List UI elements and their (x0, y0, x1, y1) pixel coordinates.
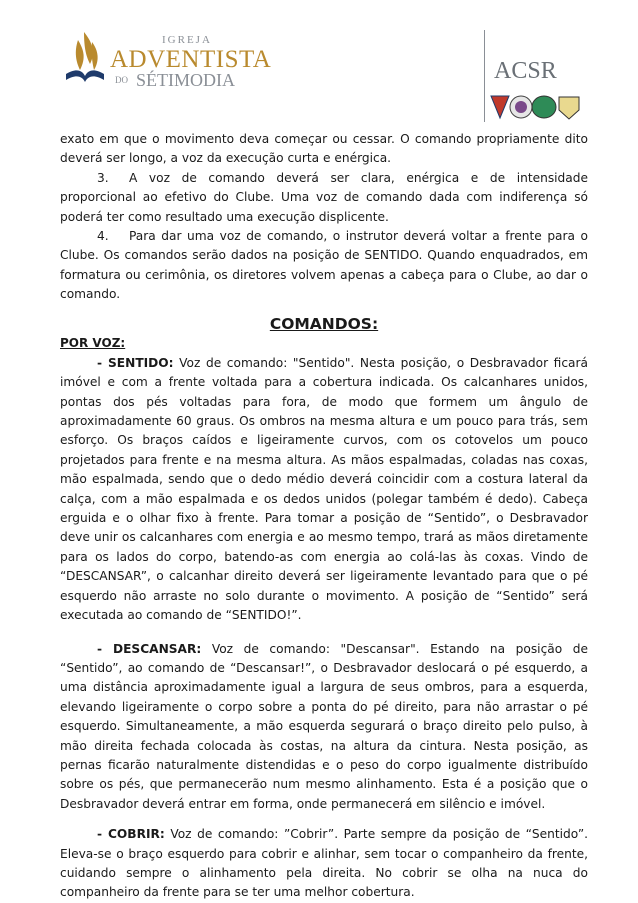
page-header (0, 0, 638, 125)
logo-igreja: IGREJA (162, 34, 212, 46)
item-4-text: Para dar uma voz de comando, o instrutor deverá voltar a frente para o Clube. Os comandos serão dados na posição de SENTIDO. Quando enquadrados, em formatura ou cerimônia, os diretores volvem apenas a cabeça para o Clube, ao dar o comando. (60, 229, 588, 302)
cobrir-term: - COBRIR: (97, 827, 165, 842)
adventist-flame-bible-logo (62, 30, 108, 86)
commands-section (60, 315, 588, 903)
descansar-paragraph (60, 640, 588, 815)
cobrir-text: Voz de comando: ”Cobrir”. Parte sempre da posição de “Sentido”. Eleva-se o braço esquerdo para cobrir e alinhar, sem tocar o companheiro da frente, cuidando sempre o alinhamento pela direita. No cobrir se olha na nuca do companheiro da frente para se ter uma melhor cobertura. (60, 827, 589, 900)
numbered-item-3 (60, 169, 588, 227)
logo-do: DO (115, 75, 128, 85)
sentido-paragraph (60, 354, 588, 626)
sentido-text: Voz de comando: "Sentido". Nesta posição, o Desbravador ficará imóvel e com a frente voltada para a cobertura indicada. Os calcanhares unidos, pontas dos pés voltadas para fora, de modo que formem um ângulo de aproximadamente 60 graus. Os ombros na mesma altura e um pouco para trás, sem esforço. Os braços caídos e ligeiramente curvos, com os cotovelos um pouco projetados para frente e na mesma altura. As mãos espalmadas, coladas nas coxas, mão espalmada, sendo que o dedo médio deverá coincidir com a costura lateral da calça, com a mão espalmada e os dedos unidos (polegar também é dedo). Cabeça erguida e o olhar fixo à frente. Para tomar a posição de “Sentido”, o Desbravador deve unir os calcanhares com energia e ao mesmo tempo, trará as mãos diretamente para os lados do corpo, batendo-as com energia ao colá-las às coxas. Vindo de “DESCANSAR”, o calcanhar direito deverá ser ligeiramente levantado para que o pé esquerdo não arraste no solo durante o movimento. A posição de “Sentido” será executada ao comando de “SENTIDO!”. (60, 355, 588, 623)
item-4-number: 4. (97, 229, 109, 244)
sentido-term: - SENTIDO: (97, 355, 174, 370)
document-body (60, 130, 588, 305)
logo-adventista: ADVENTISTA (110, 46, 272, 73)
descansar-text: Voz de comando: "Descansar". Estando na posição de “Sentido”, ao comando de “Descansar!”, o Desbravador deslocará o pé esquerdo, a uma distância aproximadamente igual a largura de seus ombros, para a esquerda, elevando ligeiramente o corpo sobre a ponta do pé direito, para não arrastar o pé esquerdo. Simultaneamente, a mão esquerda segurará o braço direito pelo pulso, à mão direita fechada colocada às costas, na altura da cintura. Nesta posição, as pernas ficarão naturalmente distendidas e o peso do corpo igualmente distribuído sobre os pés, que permanecerão num mesmo alinhamento. Esta é a posição que o Desbravador deverá entrar em forma, onde permanecerá em silêncio e imóvel. (60, 641, 588, 811)
item-3-number: 3. (97, 170, 109, 185)
cobrir-paragraph (60, 825, 588, 903)
logo-setimo-dia: SÉTIMODIA (136, 70, 235, 90)
section-heading: COMANDOS: (269, 315, 379, 333)
descansar-term: - DESCANSAR: (97, 641, 202, 656)
acsr-label: ACSR (494, 58, 557, 84)
por-voz-subheading: POR VOZ: (60, 336, 126, 351)
numbered-item-4 (60, 227, 588, 305)
item-3-text: A voz de comando deverá ser clara, enérgica e de intensidade proporcional ao efetivo do Clube. Uma voz de comando dada com indiferença só poderá ter como resultado uma execução displicente. (60, 170, 588, 224)
intro-paragraph: exato em que o movimento deva começar ou cessar. O comando propriamente dito deverá ser longo, a voz da execução curta e enérgica. (60, 132, 588, 166)
club-emblems (489, 92, 589, 122)
header-divider (484, 30, 485, 122)
